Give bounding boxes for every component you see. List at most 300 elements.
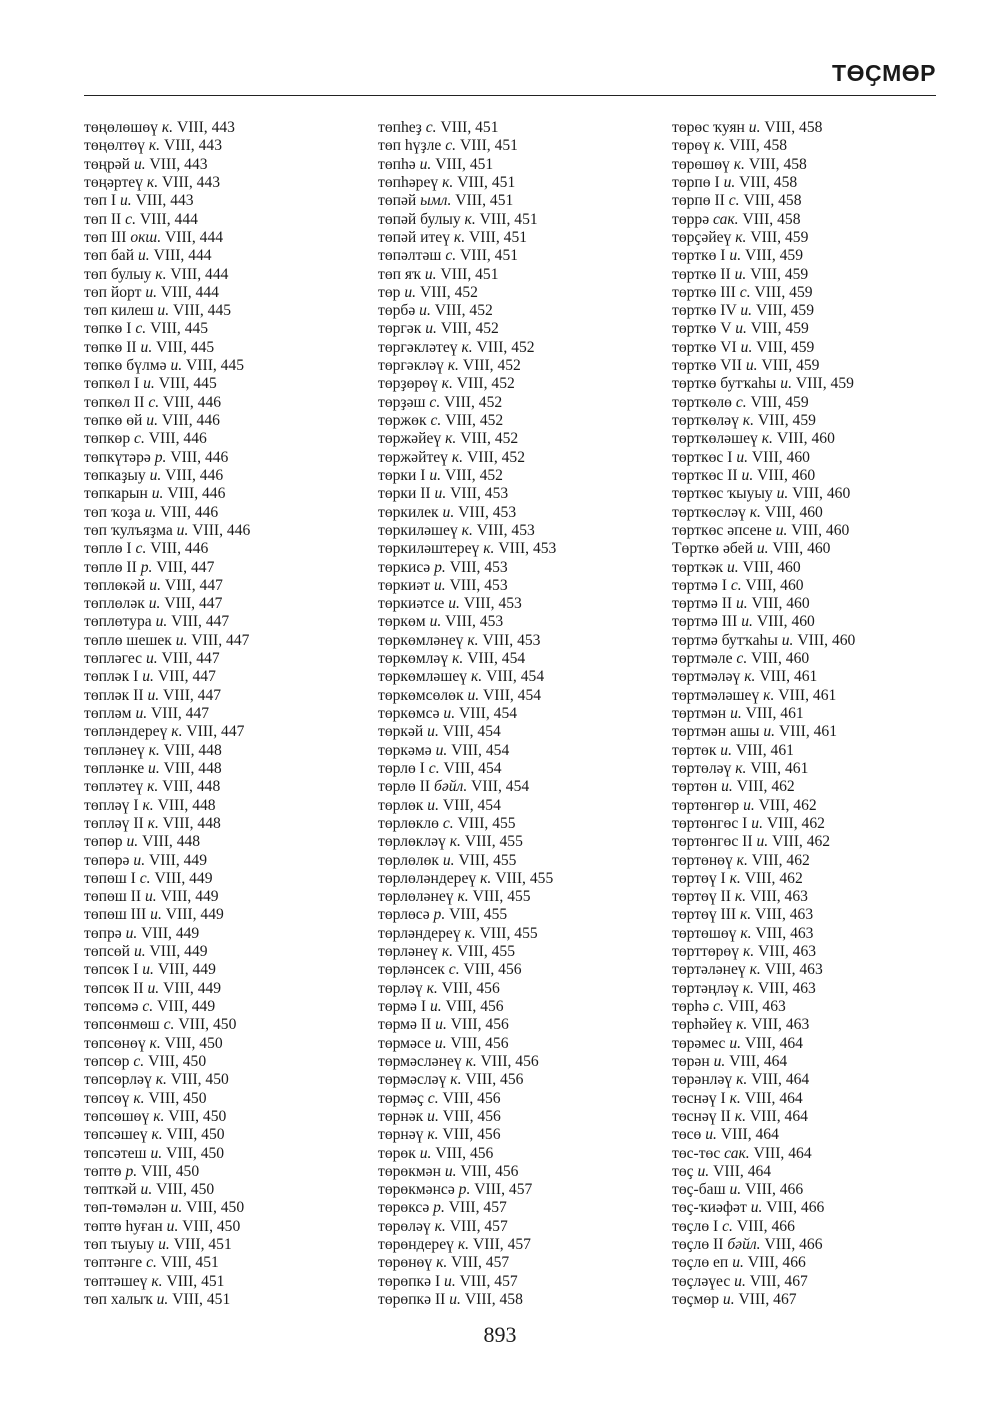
entry-reference: VIII, 453	[476, 521, 535, 539]
index-entry	[84, 1126, 250, 1144]
entry-headword: төррә	[672, 210, 710, 228]
entry-headword: төрлөләнеү	[378, 888, 454, 906]
entry-reference: VIII, 450	[178, 1016, 237, 1034]
entry-pos-abbr: и.	[743, 796, 755, 814]
entry-headword: төрлөлөк	[378, 851, 439, 869]
index-entry	[378, 1053, 556, 1071]
entry-pos-abbr: ымл.	[420, 192, 452, 210]
entry-pos-abbr: к.	[740, 906, 752, 924]
entry-pos-abbr: к.	[744, 668, 756, 686]
entry-reference: VIII, 455	[458, 851, 517, 869]
entry-pos-abbr: к.	[734, 888, 747, 906]
index-entry	[378, 1291, 556, 1309]
entry-headword: төртмә бутҡаһы	[672, 631, 778, 649]
entry-pos-abbr: к.	[742, 412, 754, 429]
entry-reference: VIII, 447	[164, 576, 223, 594]
entry-reference: VIII, 460	[751, 595, 810, 613]
index-entry	[84, 412, 250, 430]
entry-headword: төрткөсләү	[672, 503, 746, 521]
entry-headword: төркәмә	[378, 741, 432, 759]
entry-headword: төртмәләү	[672, 668, 741, 686]
entry-reference: VIII, 450	[164, 1034, 223, 1052]
entry-reference: VIII, 459	[745, 247, 804, 265]
index-entry	[378, 1236, 556, 1254]
index-entry	[378, 174, 556, 192]
index-entry	[378, 540, 556, 558]
entry-headword: төрмәсе	[378, 1034, 431, 1052]
entry-pos-abbr: к.	[149, 1034, 161, 1052]
entry-pos-abbr: и.	[449, 1291, 461, 1308]
entry-pos-abbr: и.	[730, 705, 742, 722]
entry-pos-abbr: и.	[448, 595, 460, 613]
entry-pos-abbr: к.	[729, 869, 741, 887]
index-entry	[84, 815, 250, 833]
index-entry	[672, 1016, 855, 1034]
index-entry	[672, 1090, 855, 1108]
entry-pos-abbr: с.	[728, 192, 740, 210]
entry-reference: VIII, 444	[170, 265, 229, 283]
entry-pos-abbr: к.	[453, 228, 466, 246]
entry-headword: төп тыуыу	[84, 1236, 155, 1254]
entry-headword: төртмәләшеү	[672, 686, 760, 704]
entry-headword: төпләнке	[84, 759, 145, 777]
index-entry	[378, 119, 556, 137]
entry-reference: VIII, 452	[445, 412, 504, 429]
entry-pos-abbr: к.	[147, 778, 159, 796]
entry-reference: VIII, 453	[450, 485, 509, 503]
entry-pos-abbr: и.	[736, 595, 748, 613]
entry-reference: VIII, 455	[457, 814, 516, 832]
index-entry	[672, 723, 855, 741]
entry-headword: төрнәү	[378, 1126, 424, 1144]
index-entry	[378, 815, 556, 833]
entry-reference: VIII, 456	[441, 979, 500, 997]
entry-headword: төртмә II	[672, 595, 733, 613]
entry-reference: VIII, 446	[170, 448, 229, 466]
entry-pos-abbr: сак.	[724, 1144, 750, 1162]
entry-reference: VIII, 453	[449, 558, 508, 576]
entry-reference: VIII, 459	[761, 357, 820, 375]
entry-headword: төрөләү	[378, 1217, 431, 1235]
entry-pos-abbr: к.	[155, 265, 167, 283]
index-entry	[672, 943, 855, 961]
entry-headword: төпһәреү	[378, 173, 439, 191]
entry-headword: төп килеш	[84, 302, 154, 320]
entry-pos-abbr: и.	[745, 357, 758, 375]
entry-headword: төңәртеү	[84, 173, 144, 191]
entry-headword: төпөш I	[84, 869, 136, 887]
entry-headword: төрпө I	[672, 173, 720, 191]
index-entry	[672, 540, 855, 558]
entry-pos-abbr: и.	[419, 302, 431, 320]
entry-headword: төртөү II	[672, 888, 731, 906]
entry-headword: төңрәй	[84, 155, 131, 173]
index-entry	[378, 449, 556, 467]
entry-headword: төп-төмәлән	[84, 1199, 167, 1217]
entry-headword: төпәй итеү	[378, 228, 450, 246]
index-entry	[84, 925, 250, 943]
entry-reference: VIII, 464	[729, 1052, 788, 1070]
entry-pos-abbr: к.	[426, 979, 438, 997]
entry-pos-abbr: и.	[176, 521, 189, 539]
entry-reference: VIII, 449	[157, 961, 216, 979]
entry-headword: төртәләнеү	[672, 961, 746, 979]
entry-reference: VIII, 444	[139, 210, 198, 228]
entry-headword: төртмән	[672, 705, 727, 722]
entry-reference: VIII, 466	[736, 1217, 795, 1235]
index-entry	[672, 247, 855, 265]
entry-reference: VIII, 451	[455, 192, 514, 210]
entry-headword: төпһә	[378, 155, 416, 173]
entry-pos-abbr: и.	[763, 723, 776, 741]
entry-reference: VIII, 461	[745, 705, 804, 722]
entry-pos-abbr: и.	[741, 466, 754, 484]
index-entry	[672, 815, 855, 833]
index-entry	[378, 1126, 556, 1144]
entry-headword: төрлөкләү	[378, 833, 446, 851]
entry-reference: VIII, 461	[759, 668, 818, 686]
index-entry	[672, 613, 855, 631]
entry-pos-abbr: и.	[433, 576, 446, 594]
entry-pos-abbr: и.	[150, 906, 162, 924]
entry-reference: VIII, 451	[440, 265, 499, 283]
index-entry	[672, 925, 855, 943]
entry-headword: төртәңләү	[672, 979, 739, 997]
entry-headword: төрткөс I	[672, 448, 733, 466]
index-entry	[672, 1035, 855, 1053]
entry-reference: VIII, 456	[480, 1052, 539, 1070]
entry-reference: VIII, 466	[745, 1181, 804, 1199]
entry-pos-abbr: и.	[170, 1199, 183, 1217]
index-entry	[672, 687, 855, 705]
entry-pos-abbr: с.	[139, 869, 151, 887]
entry-headword: төркөмләшеү	[378, 668, 468, 686]
entry-reference: VIII, 454	[451, 741, 510, 759]
entry-headword: төрнәк	[378, 1107, 424, 1125]
index-entry	[378, 375, 556, 393]
entry-reference: VIII, 457	[449, 1217, 508, 1235]
entry-headword: төпсәтеш	[84, 1144, 147, 1162]
index-entry	[672, 961, 855, 979]
entry-reference: VIII, 456	[450, 1016, 509, 1034]
index-entry	[672, 284, 855, 302]
index-entry	[672, 1181, 855, 1199]
entry-pos-abbr: к.	[736, 851, 748, 869]
index-entry	[378, 211, 556, 229]
entry-pos-abbr: и.	[734, 1272, 746, 1290]
entry-pos-abbr: и.	[776, 485, 789, 503]
entry-pos-abbr: с.	[428, 759, 440, 777]
index-entry	[84, 723, 250, 741]
index-entry	[84, 870, 250, 888]
entry-reference: VIII, 449	[141, 924, 200, 942]
entry-headword: төп яҡ	[378, 265, 421, 283]
entry-pos-abbr: и.	[158, 1236, 170, 1254]
entry-reference: VIII, 453	[449, 576, 508, 594]
entry-reference: VIII, 450	[166, 1126, 225, 1144]
entry-headword: төрткө II	[672, 265, 731, 283]
entry-pos-abbr: и.	[427, 1107, 439, 1125]
entry-pos-abbr: и.	[140, 338, 153, 356]
index-entry	[84, 1053, 250, 1071]
entry-headword: төп бай	[84, 247, 135, 265]
entry-headword: төрткө бутҡаһы	[672, 375, 777, 393]
index-entry	[84, 229, 250, 247]
index-entry	[672, 266, 855, 284]
entry-pos-abbr: и.	[151, 485, 164, 503]
entry-reference: VIII, 451	[457, 173, 516, 191]
entry-pos-abbr: и.	[434, 1034, 447, 1052]
entry-reference: VIII, 456	[442, 1107, 501, 1125]
entry-headword: төрткөләшеү	[672, 430, 758, 448]
entry-pos-abbr: к.	[464, 210, 476, 228]
entry-reference: VIII, 458	[729, 137, 788, 155]
index-entry	[378, 339, 556, 357]
entry-headword: төрткәк	[672, 558, 724, 576]
index-entry	[378, 156, 556, 174]
entry-reference: VIII, 464	[751, 1071, 810, 1089]
entry-reference: VIII, 451	[160, 1254, 219, 1272]
entry-pos-abbr: и.	[429, 466, 442, 484]
entry-reference: VIII, 448	[162, 778, 221, 796]
entry-reference: VIII, 447	[157, 668, 216, 686]
entry-reference: VIII, 446	[160, 503, 219, 521]
entry-pos-abbr: с.	[429, 393, 441, 411]
entry-headword: төрөү	[672, 137, 711, 155]
entry-pos-abbr: к.	[133, 1089, 145, 1107]
entry-headword: төрттөрөү	[672, 943, 740, 961]
entry-pos-abbr: и.	[697, 1162, 710, 1180]
entry-reference: VIII, 450	[182, 1217, 241, 1235]
entry-pos-abbr: р.	[140, 558, 153, 576]
entry-headword: төп III	[84, 228, 127, 246]
entry-headword: төртөнгөс I	[672, 814, 748, 832]
entry-reference: VIII, 452	[440, 320, 499, 338]
entry-headword: төркәй	[378, 723, 424, 741]
entry-headword: төплөтура	[84, 613, 152, 631]
entry-headword: төпкарын	[84, 485, 148, 503]
entry-headword: төпләм	[84, 705, 132, 722]
entry-headword: төпләтеү	[84, 778, 144, 796]
entry-headword: төпкө II	[84, 338, 137, 356]
index-entry	[84, 687, 250, 705]
entry-reference: VIII, 445	[173, 302, 232, 320]
entry-headword: төплөләк	[84, 595, 145, 613]
entry-headword: төркөмләү	[378, 650, 449, 668]
entry-pos-abbr: с.	[739, 283, 751, 301]
entry-pos-abbr: к.	[457, 1236, 470, 1254]
entry-reference: VIII, 463	[764, 961, 823, 979]
entry-pos-abbr: и.	[705, 1126, 717, 1144]
entry-pos-abbr: с.	[146, 1254, 157, 1272]
entry-pos-abbr: к.	[155, 1071, 167, 1089]
index-entry	[672, 595, 855, 613]
index-entry	[378, 137, 556, 155]
entry-reference: VIII, 462	[772, 833, 831, 851]
entry-reference: VIII, 457	[459, 1272, 518, 1290]
entry-reference: VIII, 460	[745, 576, 804, 594]
entry-reference: VIII, 448	[163, 759, 222, 777]
index-entry	[378, 980, 556, 998]
entry-pos-abbr: с.	[427, 1089, 439, 1107]
entry-headword: төрткө IV	[672, 302, 737, 320]
entry-pos-abbr: к.	[736, 1016, 748, 1034]
entry-pos-abbr: и.	[125, 924, 138, 942]
entry-pos-abbr: к.	[451, 448, 464, 466]
entry-pos-abbr: и.	[442, 503, 455, 521]
entry-reference: VIII, 449	[149, 943, 208, 961]
index-entry	[672, 119, 855, 137]
entry-reference: VIII, 450	[168, 1107, 227, 1125]
entry-reference: VIII, 460	[792, 485, 851, 503]
index-entry	[672, 357, 855, 375]
entry-pos-abbr: и.	[722, 1291, 735, 1308]
index-entry	[84, 430, 250, 448]
entry-reference: VIII, 456	[435, 1144, 494, 1162]
index-entry	[672, 870, 855, 888]
entry-headword: төртмә III	[672, 613, 738, 631]
index-entry	[378, 320, 556, 338]
index-entry	[672, 504, 855, 522]
entry-reference: VIII, 447	[164, 595, 223, 613]
entry-reference: VIII, 459	[750, 265, 809, 283]
entry-reference: VIII, 461	[778, 686, 837, 704]
entry-pos-abbr: и.	[734, 265, 747, 283]
index-entry	[378, 394, 556, 412]
entry-reference: VIII, 460	[742, 558, 801, 576]
index-entry	[672, 156, 855, 174]
index-entry	[378, 192, 556, 210]
entry-pos-abbr: к.	[146, 173, 159, 191]
entry-reference: VIII, 452	[444, 466, 503, 484]
index-entry	[378, 888, 556, 906]
entry-pos-abbr: к.	[713, 137, 726, 155]
entry-pos-abbr: к.	[427, 1126, 439, 1144]
entry-reference: VIII, 450	[148, 1089, 207, 1107]
index-entry	[84, 211, 250, 229]
entry-column-2	[378, 119, 556, 1309]
entry-headword: төрҫәйеү	[672, 228, 732, 246]
index-entry	[378, 742, 556, 760]
entry-reference: VIII, 443	[149, 155, 208, 173]
entry-reference: VIII, 446	[165, 466, 224, 484]
entry-headword: төҫләүес	[672, 1272, 731, 1290]
entry-headword: төрткө III	[672, 283, 736, 301]
entry-reference: VIII, 456	[445, 998, 504, 1015]
entry-reference: VIII, 462	[766, 814, 825, 832]
index-entry	[84, 540, 250, 558]
entry-pos-abbr: с.	[445, 137, 457, 155]
index-entry	[378, 870, 556, 888]
index-entry	[378, 1273, 556, 1291]
index-entry	[672, 394, 855, 412]
entry-column-1	[84, 119, 250, 1309]
entry-pos-abbr: и.	[750, 1199, 763, 1217]
entry-headword: төрәмес	[672, 1034, 726, 1052]
index-entry	[84, 632, 250, 650]
entry-headword: төркөмсөлөк	[378, 686, 464, 704]
entry-headword: төпһеҙ	[378, 119, 422, 136]
entry-reference: VIII, 450	[186, 1199, 245, 1217]
entry-reference: VIII, 463	[757, 979, 816, 997]
entry-reference: VIII, 463	[749, 888, 808, 906]
index-entry	[84, 119, 250, 137]
index-entry	[84, 137, 250, 155]
entry-reference: VIII, 453	[498, 540, 557, 558]
entry-headword: төпөр	[84, 833, 123, 851]
entry-headword: төп халыҡ	[84, 1291, 153, 1308]
entry-headword: төс-төс	[672, 1144, 721, 1162]
entry-headword: төрләндереү	[378, 924, 461, 942]
entry-pos-abbr: и.	[144, 503, 157, 521]
index-entry	[378, 412, 556, 430]
index-entry	[84, 1071, 250, 1089]
entry-pos-abbr: р.	[434, 558, 446, 576]
entry-headword: төрлө II	[378, 778, 431, 796]
index-entry	[378, 522, 556, 540]
index-entry	[378, 284, 556, 302]
entry-headword: төрлөләндереү	[378, 869, 477, 887]
entry-pos-abbr: к.	[457, 888, 469, 906]
entry-pos-abbr: к.	[749, 961, 761, 979]
entry-headword: төпсөшөү	[84, 1107, 150, 1125]
index-entry	[672, 1126, 855, 1144]
entry-reference: VIII, 454	[459, 705, 518, 722]
entry-pos-abbr: и.	[147, 979, 160, 997]
entry-headword: төрткөс II	[672, 466, 738, 484]
entry-reference: VIII, 462	[758, 796, 817, 814]
entry-headword: төртөк	[672, 741, 717, 759]
index-entry	[378, 1218, 556, 1236]
index-entry	[84, 522, 250, 540]
index-entry	[672, 375, 855, 393]
entry-headword: төрпө II	[672, 192, 725, 210]
entry-reference: VIII, 451	[440, 119, 499, 136]
entry-headword: төптө	[84, 1162, 122, 1180]
index-entry	[84, 1016, 250, 1034]
index-entry	[84, 705, 250, 723]
index-entry	[84, 1145, 250, 1163]
entry-pos-abbr: и.	[751, 814, 763, 832]
entry-reference: VIII, 463	[758, 943, 817, 961]
entry-reference: VIII, 445	[186, 357, 245, 375]
entry-pos-abbr: к.	[735, 759, 747, 777]
entry-pos-abbr: и.	[756, 833, 769, 851]
entry-headword: төрткө VI	[672, 338, 737, 356]
entry-pos-abbr: к.	[441, 943, 454, 961]
entry-headword: төптө һуған	[84, 1217, 163, 1235]
entry-pos-abbr: и.	[729, 1181, 742, 1199]
index-entry	[672, 211, 855, 229]
entry-pos-abbr: с.	[148, 393, 160, 411]
entry-reference: VIII, 447	[151, 705, 210, 722]
entry-pos-abbr: сак.	[713, 210, 739, 228]
entry-pos-abbr: к.	[449, 833, 461, 851]
entry-headword: төрөпкә II	[378, 1291, 446, 1308]
entry-headword: төрөксә	[378, 1199, 430, 1217]
index-entry	[84, 650, 250, 668]
entry-pos-abbr: и.	[727, 558, 739, 576]
entry-pos-abbr: с.	[425, 119, 437, 136]
index-entry	[672, 1273, 855, 1291]
entry-pos-abbr: и.	[155, 613, 168, 631]
entry-headword: төрәнләү	[672, 1071, 733, 1089]
index-entry	[672, 778, 855, 796]
index-entry	[84, 156, 250, 174]
entry-reference: VIII, 459	[754, 283, 813, 301]
index-entry	[672, 467, 855, 485]
index-entry	[84, 467, 250, 485]
